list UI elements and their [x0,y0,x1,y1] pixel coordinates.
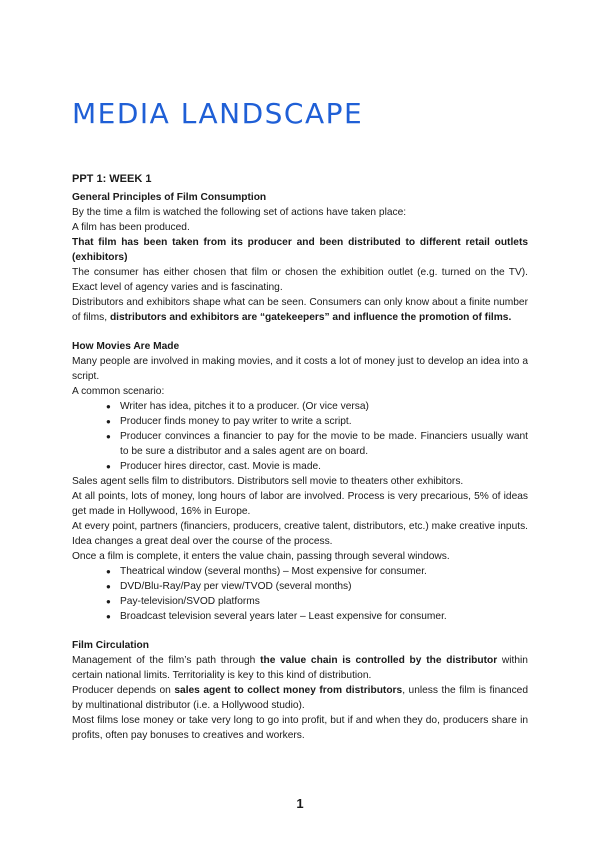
page-number: 1 [296,796,304,811]
paragraph: At every point, partners (financiers, producers, creative talent, distributors, etc.) make creative inputs. Idea changes a great deal over the course of the process. [72,521,528,547]
section-heading-how-movies: How Movies Are Made [72,341,180,352]
list-item: ● Producer convinces a financier to pay for the movie to be made. Financiers usually want to be sure a distributor and a sales agent are on board. [120,429,528,459]
paragraph: At all points, lots of money, long hours of labor are involved. Process is very precarious, 5% of ideas get made in Hollywood, 16% in Europe. [72,491,528,517]
paragraph: Most films lose money or take very long to go into profit, but if and when they do, producers share in profits, often pay bonuses to creatives and workers. [72,715,528,741]
paragraph: Once a film is complete, it enters the value chain, passing through several windows. [72,551,450,562]
paragraph: The consumer has either chosen that film or chosen the exhibition outlet (e.g. turned on the TV). Exact level of agency varies and is fascinating. [72,267,528,293]
paragraph: Sales agent sells film to distributors. Distributors sell movie to theaters other exhibitors. [72,476,464,487]
paragraph-bold: That film has been taken from its producer and been distributed to different retail outlets (exhibitors) [72,237,528,263]
list-item: ● Producer hires director, cast. Movie is made. [120,459,528,474]
list-item: ● Producer finds money to pay writer to write a script. [120,414,528,429]
paragraph: A common scenario: [72,386,165,397]
document-body [72,172,528,743]
section-heading-principles: General Principles of Film Consumption [72,192,267,203]
paragraph: Management of the film’s path through the value chain is controlled by the distributor within certain national limits. Territoriality is key to this kind of distribution. [72,655,528,681]
scenario-list [72,399,528,474]
week-heading: PPT 1: WEEK 1 [72,173,152,185]
list-item: ● Theatrical window (several months) – Most expensive for consumer. [120,564,528,579]
section-heading-circulation: Film Circulation [72,640,149,651]
windows-list [72,564,528,624]
paragraph: Distributors and exhibitors shape what can be seen. Consumers can only know about a finite number of films, distributors and exhibitors are “gatekeepers” and influence the promotion of films. [72,297,528,323]
list-item: ● Writer has idea, pitches it to a producer. (Or vice versa) [120,399,528,414]
paragraph: Producer depends on sales agent to collect money from distributors, unless the film is financed by multinational distributor (i.e. a Hollywood studio). [72,685,529,711]
list-item: ● Pay-television/SVOD platforms [120,594,528,609]
list-item: ● DVD/Blu-Ray/Pay per view/TVOD (several months) [120,579,528,594]
paragraph: Many people are involved in making movies, and it costs a lot of money just to develop an idea into a script. [72,356,528,382]
list-item: ● Broadcast television several years later – Least expensive for consumer. [120,609,528,624]
paragraph: By the time a film is watched the following set of actions have taken place: [72,207,407,218]
paragraph: A film has been produced. [72,222,190,233]
document-title: MEDIA LANDSCAPE [72,97,364,130]
